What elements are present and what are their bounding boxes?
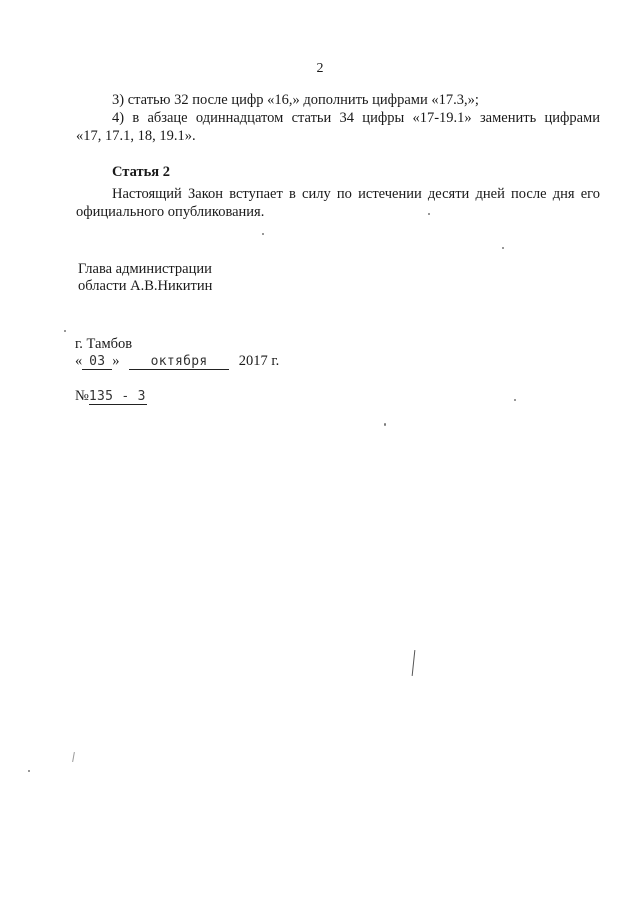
scan-speck: [64, 330, 66, 332]
date-month-field: октября: [129, 355, 229, 370]
scan-speck: [262, 233, 264, 235]
date-quote-open: «: [75, 353, 83, 369]
law-number: [75, 388, 147, 405]
page-number: 2: [316, 61, 324, 76]
signature-name: области А.В.Никитин: [78, 278, 213, 294]
date-year: 2017 г.: [238, 353, 280, 369]
scan-speck: [28, 770, 30, 772]
signing-date: [75, 353, 279, 370]
scan-stroke: [412, 650, 416, 676]
scan-stroke: [72, 752, 75, 762]
article-2-text-line-2: официального опубликования.: [76, 204, 265, 220]
scan-speck: [502, 247, 504, 249]
amendment-item-3: 3) статью 32 после цифр «16,» дополнить цифрами «17.3,»;: [112, 92, 479, 108]
scan-speck: [384, 423, 386, 426]
scan-speck: [514, 399, 516, 401]
amendment-item-4-line-2: «17, 17.1, 18, 19.1».: [76, 128, 196, 144]
place-city: г. Тамбов: [75, 336, 133, 352]
law-number-sign: №: [75, 388, 89, 404]
date-quote-close: »: [112, 353, 120, 369]
signature-title: Глава администрации: [78, 261, 212, 277]
law-number-field: 135 - 3: [88, 389, 146, 404]
scan-speck: [428, 213, 430, 215]
date-day-field: 03: [82, 355, 112, 370]
amendment-item-4-line-1: 4) в абзаце одиннадцатом статьи 34 цифры «17-19.1» заменить цифрами: [112, 110, 600, 126]
article-2-text-line-1: Настоящий Закон вступает в силу по истечении десяти дней после дня его: [112, 186, 600, 202]
article-2-heading: Статья 2: [112, 164, 170, 180]
